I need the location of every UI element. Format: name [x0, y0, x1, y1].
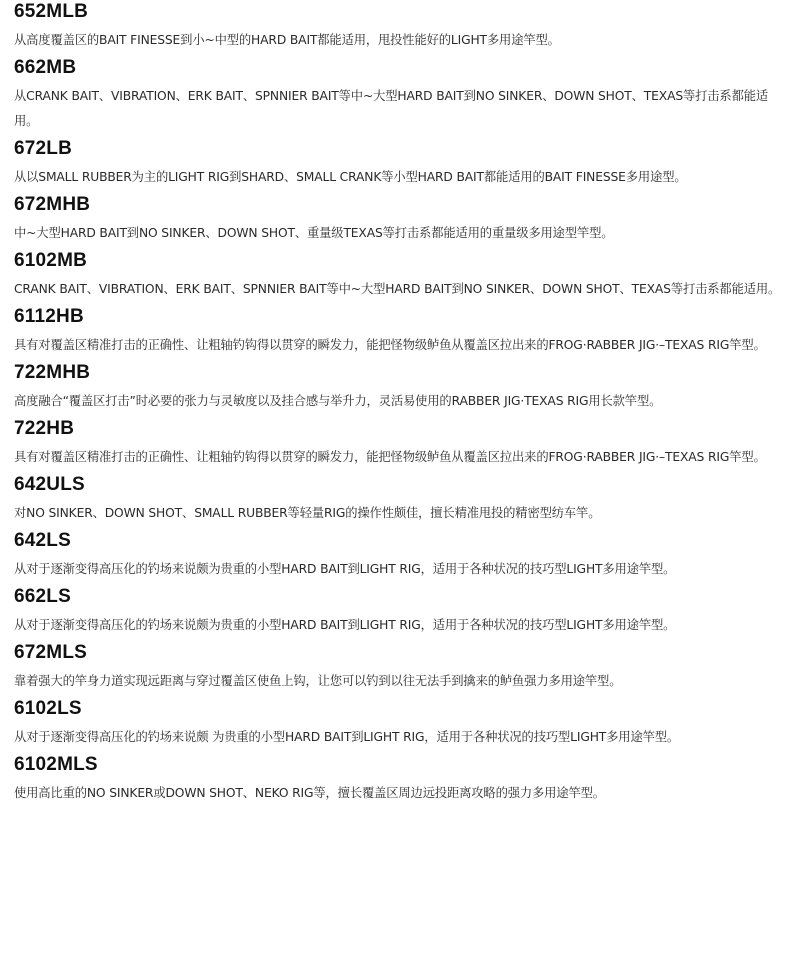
model-description: CRANK BAIT、VIBRATION、ERK BAIT、SPNNIER BAIT等中~大型HARD BAIT到NO SINKER、DOWN SHOT、TEXAS等打击系都能适用。 — [14, 282, 781, 296]
model-description: 靠着强大的竿身力道实现远距离与穿过覆盖区使鱼上钩，让您可以钓到以往无法手到擒来的鲈鱼强力多用途竿型。 — [14, 674, 622, 688]
rod-entry — [14, 585, 784, 638]
rod-entry — [14, 753, 784, 806]
model-code: 662LS — [14, 586, 71, 607]
model-description: 对NO SINKER、DOWN SHOT、SMALL RUBBER等轻量RIG的操作性颇佳，擅长精准甩投的精密型纺车竿。 — [14, 506, 601, 520]
model-code: 6102MLS — [14, 754, 98, 775]
model-description: 从以SMALL RUBBER为主的LIGHT RIG到SHARD、SMALL CRANK等小型HARD BAIT都能适用的BAIT FINESSE多用途型。 — [14, 170, 687, 184]
model-code: 6102MB — [14, 250, 88, 271]
model-description: 从CRANK BAIT、VIBRATION、ERK BAIT、SPNNIER BAIT等中~大型HARD BAIT到NO SINKER、DOWN SHOT、TEXAS等打击系都能适用。 — [14, 89, 769, 128]
rod-entry — [14, 305, 784, 358]
rod-entry — [14, 0, 784, 53]
model-description: 具有对覆盖区精准打击的正确性、让粗轴钓钩得以贯穿的瞬发力，能把怪物级鲈鱼从覆盖区拉出来的FROG·RABBER JIG·–TEXAS RIG竿型。 — [14, 338, 766, 352]
model-code: 642LS — [14, 530, 71, 551]
rod-entry — [14, 56, 784, 134]
rod-entry — [14, 249, 784, 302]
model-description: 使用高比重的NO SINKER或DOWN SHOT、NEKO RIG等，擅长覆盖区周边远投距离攻略的强力多用途竿型。 — [14, 786, 605, 800]
model-code: 672MHB — [14, 194, 91, 215]
model-description: 从对于逐渐变得高压化的钓场来说颇为贵重的小型HARD BAIT到LIGHT RIG，适用于各种状况的技巧型LIGHT多用途竿型。 — [14, 562, 676, 576]
model-description: 从对于逐渐变得高压化的钓场来说颇为贵重的小型HARD BAIT到LIGHT RIG，适用于各种状况的技巧型LIGHT多用途竿型。 — [14, 618, 676, 632]
model-code: 672LB — [14, 138, 73, 159]
model-code: 652MLB — [14, 1, 89, 22]
model-description: 具有对覆盖区精准打击的正确性、让粗轴钓钩得以贯穿的瞬发力，能把怪物级鲈鱼从覆盖区拉出来的FROG·RABBER JIG·–TEXAS RIG竿型。 — [14, 450, 766, 464]
model-code: 6102LS — [14, 698, 82, 719]
model-description: 中~大型HARD BAIT到NO SINKER、DOWN SHOT、重量级TEXAS等打击系都能适用的重量级多用途型竿型。 — [14, 226, 614, 240]
model-description: 从高度覆盖区的BAIT FINESSE到小~中型的HARD BAIT都能适用，甩投性能好的LIGHT多用途竿型。 — [14, 33, 560, 47]
model-code: 642ULS — [14, 474, 85, 495]
rod-entry — [14, 193, 784, 246]
rod-entry — [14, 417, 784, 470]
model-code: 672MLS — [14, 642, 88, 663]
rod-entry — [14, 473, 784, 526]
rod-entry — [14, 361, 784, 414]
rod-entry — [14, 641, 784, 694]
model-code: 662MB — [14, 57, 77, 78]
rod-model-list — [14, 0, 784, 809]
model-description: 高度融合“覆盖区打击”时必要的张力与灵敏度以及挂合感与举升力，灵活易使用的RABBER JIG·TEXAS RIG用长款竿型。 — [14, 394, 662, 408]
model-code: 722MHB — [14, 362, 91, 383]
model-code: 722HB — [14, 418, 75, 439]
rod-entry — [14, 137, 784, 190]
rod-entry — [14, 697, 784, 750]
model-description: 从对于逐渐变得高压化的钓场来说颇 为贵重的小型HARD BAIT到LIGHT RIG，适用于各种状况的技巧型LIGHT多用途竿型。 — [14, 730, 680, 744]
rod-entry — [14, 529, 784, 582]
model-code: 6112HB — [14, 306, 84, 327]
